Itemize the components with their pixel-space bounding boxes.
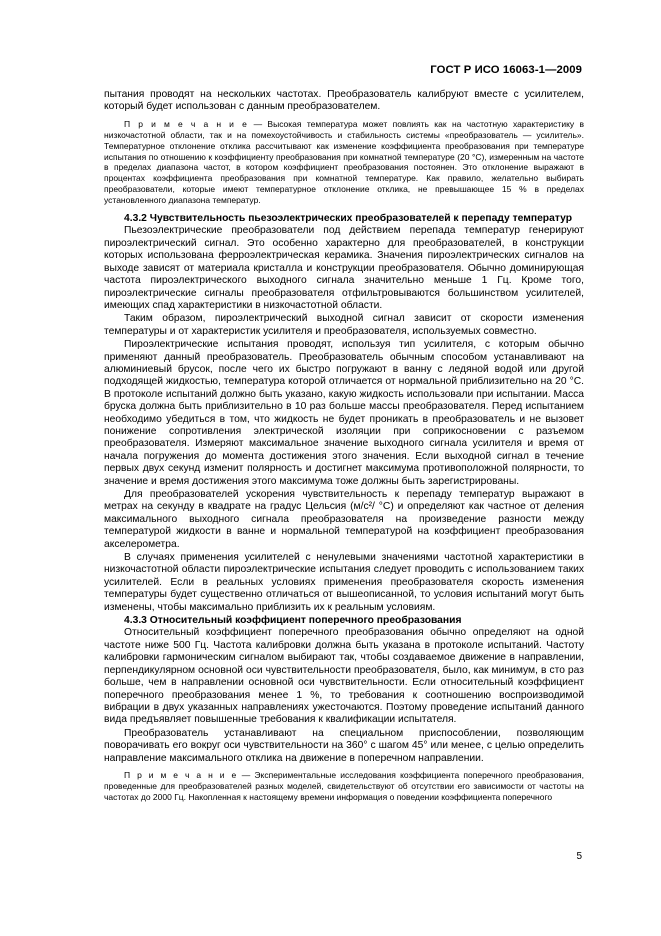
paragraph: Пьезоэлектрические преобразователи под действием перепада температур генерируют пироэлектрический сигнал. Это особенно характерно для преобразователей, в конструкции которых использована ферроэлектрическая керамика. Значения пироэлектрических сигналов на выходе зависят от материала кристалла и конструкции преобразователя. Обычно доминирующая частота пироэлектрического выходного сигнала значительно меньше 1 Гц. Кроме того, пироэлектрические сигналы преобразователя отфильтровываются большинством усилителей, имеющих спад характеристики в низкочастотной области.: [104, 225, 584, 311]
body-content: [104, 89, 584, 810]
paragraph: Пироэлектрические испытания проводят, используя тип усилителя, с которым обычно применяют данный преобразователь. Преобразователь обычным способом устанавливают на алюминиевый брусок, после чего их быстро погружают в ванну с ледяной водой или другой подходящей жидкостью, температура которой отличается от нормальной приблизительно на 20 °С. В протоколе испытаний должно быть указано, какую жидкость использовали при испытании. Масса бруска должна быть приблизительно в 10 раз больше массы преобразователя. Перед испытанием необходимо убедиться в том, что жидкость не будет проникать в преобразователь и не вызовет понижение сопротивления электрической изоляции при соприкосновении с разъемом преобразователя. Измеряют максимальное значение выходного сигнала усилителя и время от начала погружения до момента достижения этого значения. Если выходной сигнал в течение первых двух секунд изменит полярность и достигнет максимума противоположной полярности, то значение и время достижения этого максимума тоже должны быть зарегистрированы.: [104, 339, 584, 487]
page-number: 5: [576, 851, 582, 862]
note-label: П р и м е ч а н и е: [124, 118, 249, 129]
note-transverse: [104, 770, 584, 803]
note-text: — Высокая температура может повлиять как на частотную характеристику в низкочастотной области, так и на помехоустойчивость и стабильность системы «преобразователь — усилитель». Температурное отклонение отклика рассчитывают как изменение коэффициента преобразования при температуре испытания по отношению к коэффициенту преобразования при комнатной температуре (20 °С), измеренным на частоте в пределах диапазона частот, в котором коэффициент преобразования постоянен. Это отклонение выражают в процентах коэффициента преобразования при комнатной температуре. Как правило, желательно выбирать преобразователи, которые имеют температурное отклонение отклика, не превышающее 15 % в пределах установленного диапазона температур.: [104, 118, 584, 206]
paragraph: Преобразователь устанавливают на специальном приспособлении, позволяющим поворачивать его вокруг оси чувствительности на 360° с шагом 45° или менее, с целью определить направление максимального отклика на движение в поперечном направлении.: [104, 727, 584, 764]
paragraph: Относительный коэффициент поперечного преобразования обычно определяют на одной частоте ниже 500 Гц. Частота калибровки должна быть указана в протоколе испытаний. Частоту калибровки гармоническим сигналом выбирают так, чтобы создаваемое движение в направлении, перпендикулярном основной оси чувствительности преобразователя, было, как минимум, в сто раз больше, чем в направлении основной оси чувствительности. Если относительный коэффициент поперечного преобразования менее 1 %, то требования к соотношению воспроизводимой вибрации в двух указанных направлениях ужесточаются. Поэтому проведение испытаний данного вида предъявляет повышенные требования к квалификации испытателя.: [104, 627, 584, 726]
note-text: — Экспериментальные исследования коэффициента поперечного преобразования, проведенные для преобразователей разных моделей, свидетельствуют об отсутствии его зависимости от частоты на частотах до 2000 Гц. Накопленная к настоящему времени информация о поведении коэффициента поперечного: [104, 769, 584, 802]
paragraph: Таким образом, пироэлектрический выходной сигнал зависит от скорости изменения температуры и от характеристик усилителя и преобразователя, используемых совместно.: [104, 313, 584, 337]
section-heading-4-3-2: 4.3.2 Чувствительность пьезоэлектрических преобразователей к перепаду температур: [124, 213, 572, 225]
section-heading-4-3-3: 4.3.3 Относительный коэффициент поперечного преобразования: [124, 615, 462, 627]
standard-header: ГОСТ Р ИСО 16063-1—2009: [430, 64, 582, 76]
note-label: П р и м е ч а н и е: [124, 769, 238, 780]
paragraph-continuation: пытания проводят на нескольких частотах. Преобразователь калибруют вместе с усилителем, который будет использован с данным преобразователем.: [104, 89, 584, 113]
paragraph: В случаях применения усилителей с ненулевыми значениями частотной характеристики в низкочастотной области пироэлектрические испытания следует проводить с использованием таких усилителей. Если в реальных условиях применения преобразователя скорость изменения температуры будет существенно отличаться от вышеописанной, то условия испытаний могут быть изменены, чтобы максимально приблизить их к реальным условиям.: [104, 552, 584, 613]
note-temperature: [104, 119, 584, 206]
paragraph: Для преобразователей ускорения чувствительность к перепаду температур выражают в метрах на секунду в квадрате на градус Цельсия (м/с²/ °С) и определяют как частное от деления максимального выходного сигнала преобразователя на произведение разности между температурой жидкости в ванне и нормальной температурой на коэффициент преобразования акселерометра.: [104, 489, 584, 550]
